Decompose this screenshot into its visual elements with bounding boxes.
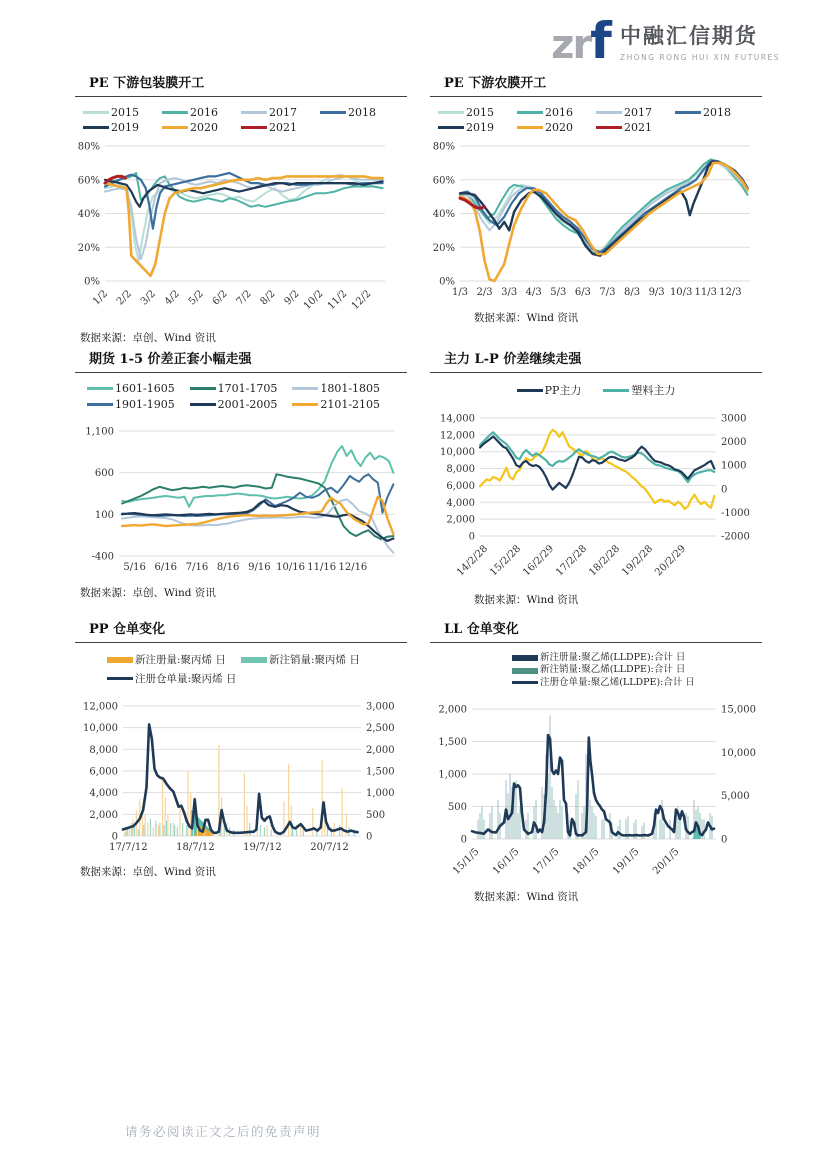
svg-text:6/16: 6/16 <box>154 562 178 573</box>
legend-swatch <box>517 389 543 392</box>
svg-text:0%: 0% <box>84 276 100 288</box>
svg-text:3/2: 3/2 <box>138 288 158 308</box>
svg-text:60%: 60% <box>77 175 100 187</box>
logo-names <box>620 20 780 62</box>
chart-plot <box>75 138 407 328</box>
svg-text:11/3: 11/3 <box>694 287 717 298</box>
svg-text:4/3: 4/3 <box>525 287 542 298</box>
svg-text:80%: 80% <box>432 141 455 153</box>
svg-text:5/2: 5/2 <box>186 288 206 308</box>
chart-plot <box>75 423 407 583</box>
svg-text:19/7/12: 19/7/12 <box>243 842 282 853</box>
svg-text:9/16: 9/16 <box>248 562 271 573</box>
svg-text:1,500: 1,500 <box>438 737 467 749</box>
chart-source: 数据来源：Wind 资讯 <box>474 312 579 324</box>
chart-legend <box>512 652 762 689</box>
legend-label: 2015 <box>111 106 139 119</box>
legend-swatch <box>241 657 267 663</box>
svg-text:9/3: 9/3 <box>648 287 665 298</box>
legend-label: 新注销量:聚乙烯(LLDPE):合计 日 <box>540 664 686 676</box>
chart-legend <box>430 106 762 134</box>
legend-item <box>512 677 695 689</box>
legend-label: 新注销量:聚丙烯 日 <box>269 654 360 666</box>
svg-text:1/2: 1/2 <box>90 288 111 308</box>
svg-text:2/3: 2/3 <box>476 287 493 298</box>
svg-text:19/1/5: 19/1/5 <box>610 846 642 877</box>
svg-text:19/2/28: 19/2/28 <box>620 543 656 579</box>
legend-swatch <box>438 126 464 129</box>
chart-futures-1-5-spread <box>75 346 407 600</box>
svg-text:10/2: 10/2 <box>301 288 326 313</box>
legend-label: 注册仓单量:聚乙烯(LLDPE):合计 日 <box>540 676 695 688</box>
legend-swatch <box>107 677 133 680</box>
chart-source: 数据来源：卓创、Wind 资讯 <box>80 866 216 878</box>
svg-text:20%: 20% <box>432 242 455 254</box>
chart-plot <box>430 410 762 590</box>
svg-text:18/7/12: 18/7/12 <box>176 842 215 853</box>
svg-text:2/2: 2/2 <box>114 288 135 308</box>
legend-swatch <box>512 655 538 661</box>
svg-text:0: 0 <box>366 831 373 843</box>
svg-text:8/16: 8/16 <box>216 562 240 573</box>
svg-text:2000: 2000 <box>721 437 747 449</box>
chart-title: PE 下游农膜开工 <box>430 70 762 97</box>
svg-text:500: 500 <box>447 802 467 814</box>
svg-text:0: 0 <box>460 834 467 846</box>
svg-text:10/3: 10/3 <box>669 287 693 298</box>
chart-pe-packaging-film <box>75 70 407 345</box>
legend-label: 2021 <box>269 121 297 134</box>
svg-text:2,000: 2,000 <box>366 744 395 756</box>
svg-text:-400: -400 <box>91 551 114 563</box>
svg-text:6/2: 6/2 <box>210 288 230 308</box>
legend-swatch <box>512 681 538 684</box>
svg-text:2,000: 2,000 <box>438 704 467 716</box>
legend-item <box>162 121 241 134</box>
svg-text:20/2/29: 20/2/29 <box>653 543 689 579</box>
svg-text:3,000: 3,000 <box>366 701 395 713</box>
svg-text:6,000: 6,000 <box>89 766 118 778</box>
svg-text:0: 0 <box>111 831 118 843</box>
svg-text:10,000: 10,000 <box>440 447 475 459</box>
svg-text:1,100: 1,100 <box>85 426 114 438</box>
chart-title: PE 下游包装膜开工 <box>75 70 407 97</box>
svg-text:16/2/29: 16/2/29 <box>521 543 557 579</box>
svg-text:20/7/12: 20/7/12 <box>310 842 349 853</box>
svg-text:8/2: 8/2 <box>258 288 278 308</box>
legend-item <box>87 382 190 395</box>
legend-label: 2001-2005 <box>217 398 278 411</box>
legend-swatch <box>83 111 109 114</box>
company-name-cn: 中融汇信期货 <box>619 23 758 48</box>
svg-text:3/3: 3/3 <box>501 287 518 298</box>
legend-swatch <box>596 126 622 129</box>
legend-item <box>512 652 685 664</box>
svg-text:12,000: 12,000 <box>83 701 118 713</box>
legend-item <box>320 106 399 119</box>
legend-item <box>241 106 320 119</box>
legend-label: 2021 <box>624 121 652 134</box>
svg-text:12/16: 12/16 <box>338 562 368 573</box>
svg-text:6/3: 6/3 <box>574 287 591 298</box>
company-name-en: ZHONG RONG HUI XIN FUTURES <box>619 53 780 62</box>
svg-text:60%: 60% <box>432 175 455 187</box>
legend-item <box>517 382 582 398</box>
legend-swatch <box>517 126 543 129</box>
legend-swatch <box>162 111 188 114</box>
legend-swatch <box>190 387 216 390</box>
svg-text:5,000: 5,000 <box>721 791 750 803</box>
svg-text:8,000: 8,000 <box>446 464 475 476</box>
svg-text:16/1/5: 16/1/5 <box>490 846 522 877</box>
chart-legend <box>75 652 407 686</box>
svg-text:6,000: 6,000 <box>446 480 475 492</box>
legend-item <box>438 106 517 119</box>
svg-text:2,000: 2,000 <box>446 514 475 526</box>
legend-item <box>241 121 320 134</box>
svg-text:5/16: 5/16 <box>123 562 146 573</box>
svg-text:1/3: 1/3 <box>451 287 469 298</box>
svg-text:1,000: 1,000 <box>438 769 467 781</box>
chart-ll-warehouse-receipts <box>430 616 762 904</box>
svg-text:7/3: 7/3 <box>599 287 616 298</box>
legend-label: 1601-1605 <box>115 382 175 395</box>
legend-item <box>603 382 675 398</box>
chart-plot <box>75 698 407 862</box>
svg-text:0: 0 <box>721 484 728 496</box>
legend-label: 1701-1705 <box>217 382 278 395</box>
legend-swatch <box>675 111 701 114</box>
chart-title: 主力 L-P 价差继续走强 <box>430 346 762 373</box>
svg-text:4/2: 4/2 <box>162 288 182 308</box>
logo-zrf-mark <box>551 12 610 70</box>
svg-text:1,000: 1,000 <box>366 788 395 800</box>
svg-text:11/2: 11/2 <box>325 288 350 313</box>
svg-text:10,000: 10,000 <box>83 723 118 735</box>
svg-text:10,000: 10,000 <box>721 747 756 759</box>
svg-text:0: 0 <box>721 834 728 846</box>
svg-text:-1000: -1000 <box>721 507 750 519</box>
legend-item <box>512 664 685 676</box>
svg-text:12/2: 12/2 <box>349 288 374 313</box>
svg-text:18/1/5: 18/1/5 <box>570 846 602 877</box>
chart-pp-warehouse-receipts <box>75 616 407 879</box>
legend-label: 塑料主力 <box>631 384 676 397</box>
chart-plot <box>430 701 762 887</box>
legend-label: 1901-1905 <box>115 398 175 411</box>
legend-swatch <box>438 111 464 114</box>
legend-label: 2020 <box>545 121 573 134</box>
legend-item <box>438 121 517 134</box>
svg-text:100: 100 <box>94 509 114 521</box>
legend-swatch <box>162 126 188 129</box>
svg-text:18/2/28: 18/2/28 <box>587 543 623 579</box>
svg-text:15,000: 15,000 <box>721 704 756 716</box>
chart-pe-agri-film <box>430 70 762 325</box>
legend-item <box>292 398 395 411</box>
legend-label: 2016 <box>190 106 218 119</box>
legend-item <box>517 106 596 119</box>
svg-text:0: 0 <box>468 531 475 543</box>
svg-text:2,500: 2,500 <box>366 723 395 735</box>
svg-text:7/2: 7/2 <box>234 288 254 308</box>
legend-label: 新注册量:聚乙烯(LLDPE):合计 日 <box>540 652 686 663</box>
legend-label: PP主力 <box>544 384 582 397</box>
svg-text:0%: 0% <box>439 276 455 288</box>
chart-source: 数据来源：卓创、Wind 资讯 <box>80 587 216 599</box>
svg-text:11/16: 11/16 <box>307 562 337 573</box>
legend-item <box>83 121 162 134</box>
legend-swatch <box>320 111 346 114</box>
legend-label: 2018 <box>703 106 731 119</box>
legend-label: 新注册量:聚丙烯 日 <box>135 654 226 666</box>
legend-item <box>190 398 293 411</box>
svg-text:14,000: 14,000 <box>440 413 475 425</box>
svg-text:600: 600 <box>94 468 114 480</box>
svg-text:8/3: 8/3 <box>623 287 641 298</box>
company-logo <box>551 12 780 70</box>
legend-swatch <box>241 126 267 129</box>
svg-text:12,000: 12,000 <box>440 430 475 442</box>
legend-label: 1801-1805 <box>320 382 381 395</box>
legend-swatch <box>603 389 629 392</box>
legend-swatch <box>190 403 216 406</box>
chart-legend <box>430 382 762 398</box>
legend-item <box>596 121 675 134</box>
svg-text:10/16: 10/16 <box>276 562 305 573</box>
legend-label: 2020 <box>190 121 218 134</box>
legend-item <box>107 652 241 667</box>
svg-text:15/1/5: 15/1/5 <box>450 846 482 877</box>
legend-label: 2015 <box>466 106 494 119</box>
legend-item <box>675 106 754 119</box>
logo-f-text: f <box>590 12 610 70</box>
legend-swatch <box>292 387 318 390</box>
legend-label: 2101-2105 <box>320 398 381 411</box>
svg-text:7/16: 7/16 <box>185 562 209 573</box>
logo-zr-text: zr <box>551 22 591 68</box>
svg-text:40%: 40% <box>77 209 100 220</box>
chart-source: 数据来源：Wind 资讯 <box>474 594 579 606</box>
svg-text:2,000: 2,000 <box>89 809 118 821</box>
svg-text:9/2: 9/2 <box>282 288 302 308</box>
chart-source: 数据来源：Wind 资讯 <box>474 891 579 904</box>
svg-text:3000: 3000 <box>721 413 747 425</box>
legend-label: 2019 <box>466 121 494 134</box>
svg-text:1,500: 1,500 <box>366 766 395 778</box>
legend-label: 2018 <box>348 106 376 119</box>
legend-swatch <box>83 126 109 129</box>
svg-text:17/1/5: 17/1/5 <box>530 846 562 877</box>
chart-title: 期货 1-5 价差正套小幅走强 <box>75 346 407 373</box>
legend-item <box>596 106 675 119</box>
chart-plot <box>430 138 762 308</box>
chart-title: LL 仓单变化 <box>430 616 762 643</box>
svg-text:5/3: 5/3 <box>550 287 567 298</box>
chart-source: 数据来源：卓创、Wind 资讯 <box>80 332 216 344</box>
svg-text:80%: 80% <box>77 141 100 153</box>
svg-text:500: 500 <box>366 809 386 821</box>
legend-item <box>83 106 162 119</box>
legend-swatch <box>292 403 318 406</box>
legend-item <box>162 106 241 119</box>
svg-text:4,000: 4,000 <box>89 788 118 800</box>
legend-label: 2017 <box>269 106 297 119</box>
legend-label: 2017 <box>624 106 652 119</box>
chart-legend <box>75 106 407 134</box>
svg-text:15/2/28: 15/2/28 <box>488 543 524 579</box>
legend-swatch <box>87 387 113 390</box>
svg-text:40%: 40% <box>432 209 455 220</box>
disclaimer-note: 请务必阅读正文之后的免责声明 <box>125 1124 322 1139</box>
svg-text:-2000: -2000 <box>721 531 750 543</box>
svg-text:1000: 1000 <box>721 460 747 472</box>
svg-text:8,000: 8,000 <box>89 744 118 756</box>
legend-item <box>292 382 395 395</box>
legend-swatch <box>512 668 538 674</box>
legend-swatch <box>107 657 133 663</box>
svg-text:20/1/5: 20/1/5 <box>650 846 682 877</box>
svg-text:20%: 20% <box>77 242 100 254</box>
svg-text:17/7/12: 17/7/12 <box>109 842 148 853</box>
legend-swatch <box>517 111 543 114</box>
chart-title: PP 仓单变化 <box>75 616 407 643</box>
legend-item <box>87 398 190 411</box>
legend-item <box>241 652 375 667</box>
legend-swatch <box>596 111 622 114</box>
legend-label: 注册仓单量:聚丙烯 日 <box>135 673 237 685</box>
svg-text:14/2/28: 14/2/28 <box>455 543 491 579</box>
chart-lp-spread <box>430 346 762 607</box>
svg-text:4,000: 4,000 <box>446 497 475 509</box>
svg-text:12/3: 12/3 <box>719 287 742 298</box>
legend-swatch <box>241 111 267 114</box>
chart-legend <box>75 382 407 411</box>
legend-label: 2019 <box>111 121 139 134</box>
legend-label: 2016 <box>545 106 573 119</box>
legend-swatch <box>87 403 113 406</box>
svg-text:17/2/28: 17/2/28 <box>554 543 590 579</box>
legend-item <box>517 121 596 134</box>
legend-item <box>107 671 241 686</box>
legend-item <box>190 382 293 395</box>
